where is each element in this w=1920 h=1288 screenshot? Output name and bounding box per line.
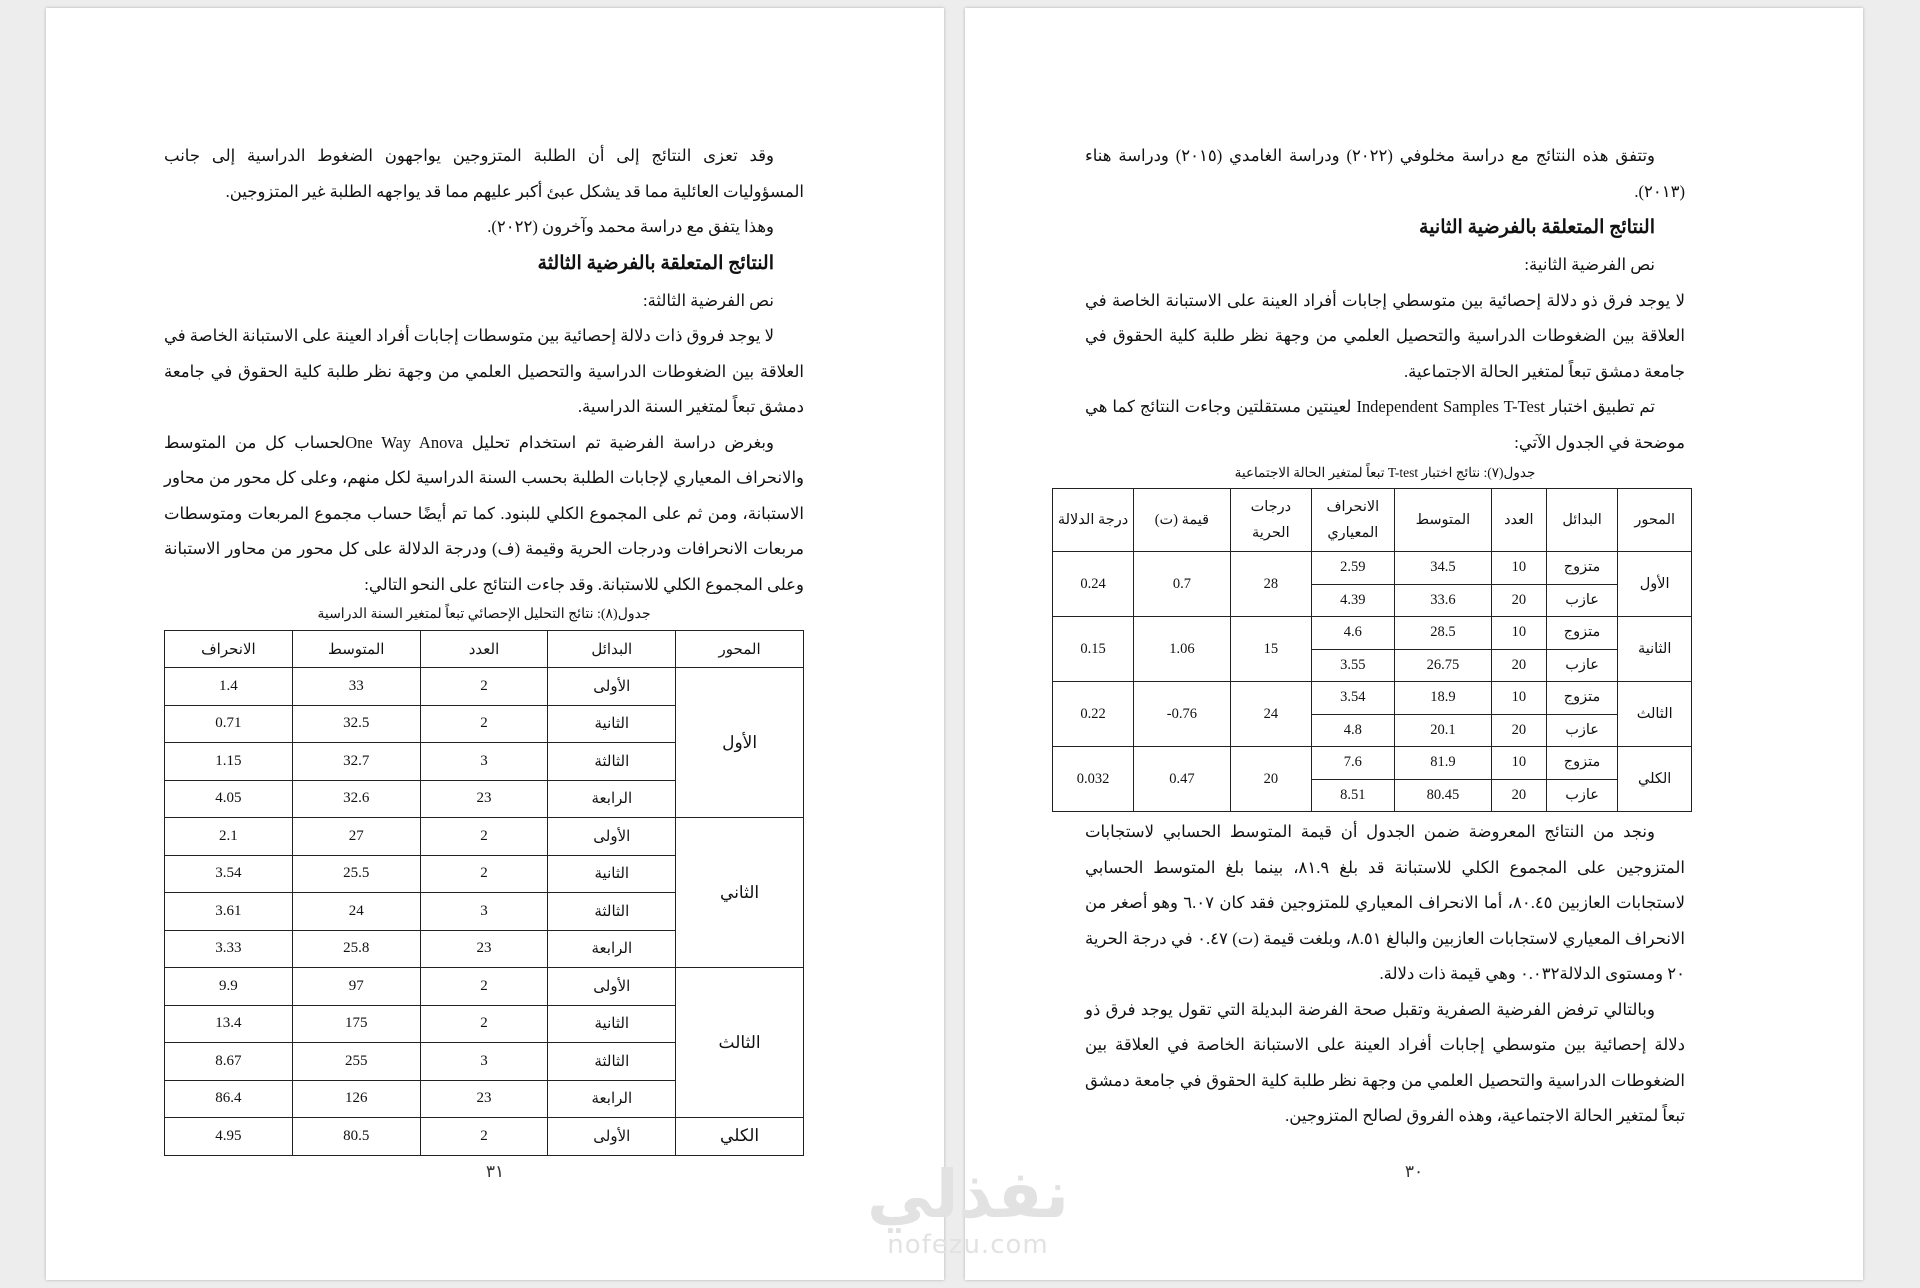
- df-cell: 20: [1230, 747, 1311, 812]
- df-cell: 24: [1230, 682, 1311, 747]
- table-cell: 81.9: [1394, 747, 1491, 780]
- method-text-after: لحساب كل من المتوسط والانحراف المعياري لإجابات الطلبة بحسب السنة الدراسية لكل منهم، وعلى كل محور من محاور الاستبانة، ومن ثم على المجموع الكلي للبنود. كما تم أيضًا حساب مجموع المربعات ومتوسطات مربعات الانحرافات ودرجات الحرية وقيمة (ف) ودرجة الدلالة على كل محور من محاور الاستبانة وعلى المجموع الكلي للاستبانة. وقد جاءت النتائج على النحو التالي:: [164, 432, 804, 594]
- table-cell: 10: [1491, 682, 1546, 715]
- table-cell: 27: [292, 818, 420, 856]
- method-text-before: وبغرض دراسة الفرضية تم استخدام تحليل: [462, 432, 774, 452]
- table-cell: الثانية: [548, 1005, 676, 1043]
- table-row: [165, 818, 804, 856]
- table-row: [165, 668, 804, 706]
- axis-cell: الثالث: [676, 968, 804, 1118]
- table-row: [165, 1118, 804, 1156]
- table-cell: 20: [1491, 779, 1546, 812]
- table-cell: 20.1: [1394, 714, 1491, 747]
- t-value-cell: 0.47: [1134, 747, 1231, 812]
- significance-cell: 0.22: [1053, 682, 1134, 747]
- table-cell: 3.54: [165, 855, 293, 893]
- table-cell: 26.75: [1394, 649, 1491, 682]
- table-cell: الرابعة: [548, 1080, 676, 1118]
- table-header: الانحراف: [165, 631, 293, 668]
- table-cell: 4.95: [165, 1118, 293, 1156]
- table-header: العدد: [420, 631, 548, 668]
- table-cell: 3.54: [1311, 682, 1394, 715]
- watermark-arabic: نفذلي: [867, 1156, 1069, 1233]
- table-cell: 13.4: [165, 1005, 293, 1043]
- table-8: [164, 630, 804, 1156]
- table-cell: الأولى: [548, 968, 676, 1006]
- table-cell: عازب: [1546, 714, 1618, 747]
- table-cell: متزوج: [1546, 552, 1618, 585]
- table-cell: 2.59: [1311, 552, 1394, 585]
- table-cell: الثالثة: [548, 743, 676, 781]
- table-cell: 10: [1491, 747, 1546, 780]
- table-cell: 2: [420, 968, 548, 1006]
- table-cell: 9.9: [165, 968, 293, 1006]
- table-header: قيمة (ت): [1134, 489, 1231, 552]
- table-header: الانحراف المعياري: [1311, 489, 1394, 552]
- table-cell: الأولى: [548, 1118, 676, 1156]
- results-paragraph: ونجد من النتائج المعروضة ضمن الجدول أن قيمة المتوسط الحسابي لاستجابات المتزوجين على المجموع الكلي للاستبانة قد بلغ ٨١.٩، بينما بلغ المتوسط الحسابي لاستجابات العازبين ٨٠.٤٥، أما الانحراف المعياري للمتزوجين فقد كان ٦.٠٧ وهو أصغر من الانحراف المعياري لاستجابات العازبين والبالغ ٨.٥١، وبلغت قيمة (ت) ٠.٤٧ في درجة الحرية ٢٠ ومستوى الدلالة٠.٠٣٢ وهي قيمة ذات دلالة.: [1085, 822, 1686, 983]
- table-cell: 3.55: [1311, 649, 1394, 682]
- table-cell: عازب: [1546, 649, 1618, 682]
- table-cell: 1.15: [165, 743, 293, 781]
- significance-cell: 0.15: [1053, 617, 1134, 682]
- table-cell: 2: [420, 705, 548, 743]
- watermark-latin: nofezu.com: [887, 1230, 1049, 1260]
- table-cell: 10: [1491, 617, 1546, 650]
- table-header: درجات الحرية: [1230, 489, 1311, 552]
- table-header: المحور: [676, 631, 804, 668]
- table-cell: الثالثة: [548, 1043, 676, 1081]
- table-cell: 2: [420, 818, 548, 856]
- table-cell: 34.5: [1394, 552, 1491, 585]
- table-cell: متزوج: [1546, 747, 1618, 780]
- table-row: [1053, 617, 1692, 650]
- table-header: البدائل: [1546, 489, 1618, 552]
- axis-cell: الكلي: [676, 1118, 804, 1156]
- page-30: [965, 8, 1863, 1280]
- axis-cell: الثالث: [1618, 682, 1692, 747]
- table-header: المتوسط: [1394, 489, 1491, 552]
- table-cell: 33: [292, 668, 420, 706]
- table-cell: 175: [292, 1005, 420, 1043]
- table-cell: 4.39: [1311, 584, 1394, 617]
- table-8-caption: جدول(٨): نتائج التحليل الإحصائي تبعاً لمتغير السنة الدراسية: [317, 607, 651, 622]
- table-cell: 3.61: [165, 893, 293, 931]
- table-cell: 2: [420, 668, 548, 706]
- hypothesis-3-label: نص الفرضية الثالثة:: [642, 290, 774, 310]
- table-cell: 3: [420, 893, 548, 931]
- method-paragraph: [164, 425, 804, 603]
- table-cell: الأولى: [548, 668, 676, 706]
- t-value-cell: 0.7: [1134, 552, 1231, 617]
- table-cell: متزوج: [1546, 682, 1618, 715]
- table-cell: 2.1: [165, 818, 293, 856]
- table-cell: 20: [1491, 714, 1546, 747]
- method-text-after: لعينتين مستقلتين وجاءت النتائج كما هي موضحة في الجدول الآتي:: [1085, 397, 1685, 452]
- axis-cell: الكلي: [1618, 747, 1692, 812]
- df-cell: 15: [1230, 617, 1311, 682]
- table-cell: 3: [420, 743, 548, 781]
- table-7-caption: جدول(٧): نتائج اختبار T-test تبعاً لمتغير الحالة الاجتماعية: [1234, 465, 1536, 480]
- table-cell: 4.8: [1311, 714, 1394, 747]
- table-cell: 255: [292, 1043, 420, 1081]
- method-test-name: Independent Samples T-Test: [1356, 397, 1545, 416]
- table-cell: 32.6: [292, 780, 420, 818]
- hypothesis-2-text: لا يوجد فرق ذو دلالة إحصائية بين متوسطي إجابات أفراد العينة على الاستبانة الخاصة في العلاقة بين الضغوطات الدراسية والتحصيل العلمي من وجهة نظر طلبة كلية الحقوق في جامعة دمشق تبعاً لمتغير الحالة الاجتماعية.: [1085, 290, 1685, 381]
- table-row: [1053, 552, 1692, 585]
- table-cell: 32.5: [292, 705, 420, 743]
- table-cell: 1.4: [165, 668, 293, 706]
- table-cell: الرابعة: [548, 930, 676, 968]
- table-cell: 126: [292, 1080, 420, 1118]
- table-cell: عازب: [1546, 584, 1618, 617]
- table-row: [165, 968, 804, 1006]
- table-cell: 33.6: [1394, 584, 1491, 617]
- axis-cell: الثاني: [676, 818, 804, 968]
- df-cell: 28: [1230, 552, 1311, 617]
- table-cell: 32.7: [292, 743, 420, 781]
- table-cell: 25.5: [292, 855, 420, 893]
- table-cell: 3.33: [165, 930, 293, 968]
- table-header: درجة الدلالة: [1053, 489, 1134, 552]
- table-cell: 80.5: [292, 1118, 420, 1156]
- table-cell: 4.6: [1311, 617, 1394, 650]
- table-cell: الثانية: [548, 855, 676, 893]
- hypothesis-3-text: لا يوجد فروق ذات دلالة إحصائية بين متوسطات إجابات أفراد العينة على الاستبانة الخاصة في العلاقة بين الضغوطات الدراسية والتحصيل العلمي من وجهة نظر طلبة كلية الحقوق في جامعة دمشق تبعاً لمتغير السنة الدراسية.: [164, 326, 804, 416]
- table-cell: الأولى: [548, 818, 676, 856]
- table-7: [1052, 488, 1692, 812]
- table-cell: 7.6: [1311, 747, 1394, 780]
- table-cell: 24: [292, 893, 420, 931]
- table-cell: 8.67: [165, 1043, 293, 1081]
- table-cell: الثانية: [548, 705, 676, 743]
- table-header: المتوسط: [292, 631, 420, 668]
- paragraph-agreement: وهذا يتفق مع دراسة محمد وآخرون (٢٠٢٢).: [487, 217, 774, 236]
- table-cell: 23: [420, 1080, 548, 1118]
- page-31: [46, 8, 944, 1280]
- section-heading-hypothesis-3: النتائج المتعلقة بالفرضية الثالثة: [537, 252, 774, 274]
- paragraph-agreement: وتتفق هذه النتائج مع دراسة مخلوفي (٢٠٢٢) ودراسة الغامدي (٢٠١٥) ودراسة هناء (٢٠١٣).: [1085, 146, 1685, 201]
- t-value-cell: -0.76: [1134, 682, 1231, 747]
- table-cell: 80.45: [1394, 779, 1491, 812]
- significance-cell: 0.032: [1053, 747, 1134, 812]
- watermark-logo: [848, 1156, 1088, 1260]
- page-number: ٣١: [485, 1162, 505, 1181]
- table-cell: 28.5: [1394, 617, 1491, 650]
- table-cell: متزوج: [1546, 617, 1618, 650]
- method-paragraph: [1085, 389, 1685, 460]
- table-cell: عازب: [1546, 779, 1618, 812]
- paragraph-intro: وقد تعزى النتائج إلى أن الطلبة المتزوجين يواجهون الضغوط الدراسية إلى جانب المسؤوليات العائلية مما قد يشكل عبئ أكبر عليهم مما قد يواجهه الطلبة غير المتزوجين.: [164, 146, 804, 201]
- table-header: العدد: [1491, 489, 1546, 552]
- table-cell: 3: [420, 1043, 548, 1081]
- axis-cell: الأول: [1618, 552, 1692, 617]
- table-cell: الثالثة: [548, 893, 676, 931]
- axis-cell: الأول: [676, 668, 804, 818]
- table-cell: 23: [420, 780, 548, 818]
- axis-cell: الثانية: [1618, 617, 1692, 682]
- section-heading-hypothesis-2: النتائج المتعلقة بالفرضية الثانية: [1419, 217, 1655, 238]
- table-cell: 2: [420, 1118, 548, 1156]
- table-header: البدائل: [548, 631, 676, 668]
- table-cell: 20: [1491, 584, 1546, 617]
- page-31-content: [164, 138, 804, 1156]
- table-cell: 25.8: [292, 930, 420, 968]
- table-row: [1053, 682, 1692, 715]
- table-cell: 2: [420, 855, 548, 893]
- table-cell: 10: [1491, 552, 1546, 585]
- table-cell: الرابعة: [548, 780, 676, 818]
- hypothesis-2-label: نص الفرضية الثانية:: [1524, 255, 1655, 274]
- table-cell: 18.9: [1394, 682, 1491, 715]
- page-30-content: [1057, 138, 1686, 1134]
- table-row: [1053, 747, 1692, 780]
- table-cell: 20: [1491, 649, 1546, 682]
- significance-cell: 0.24: [1053, 552, 1134, 617]
- table-cell: 8.51: [1311, 779, 1394, 812]
- table-cell: 23: [420, 930, 548, 968]
- method-text-before: تم تطبيق اختبار: [1544, 397, 1655, 416]
- table-cell: 2: [420, 1005, 548, 1043]
- page-number: ٣٠: [1404, 1162, 1424, 1181]
- table-cell: 4.05: [165, 780, 293, 818]
- table-header: المحور: [1618, 489, 1692, 552]
- t-value-cell: 1.06: [1134, 617, 1231, 682]
- table-cell: 86.4: [165, 1080, 293, 1118]
- table-cell: 0.71: [165, 705, 293, 743]
- conclusion-paragraph: وبالتالي ترفض الفرضية الصفرية وتقبل صحة الفرضة البديلة التي تقول يوجد فرق ذو دلالة إحصائية بين متوسطي إجابات أفراد العينة على الاستبانة الخاصة في العلاقة بين الضغوطات الدراسية والتحصيل العلمي من وجهة نظر طلبة كلية الحقوق في جامعة دمشق تبعاً لمتغير الحالة الاجتماعية، وهذه الفروق لصالح المتزوجين.: [1085, 999, 1685, 1125]
- method-test-name: One Way Anova: [345, 432, 463, 452]
- table-cell: 97: [292, 968, 420, 1006]
